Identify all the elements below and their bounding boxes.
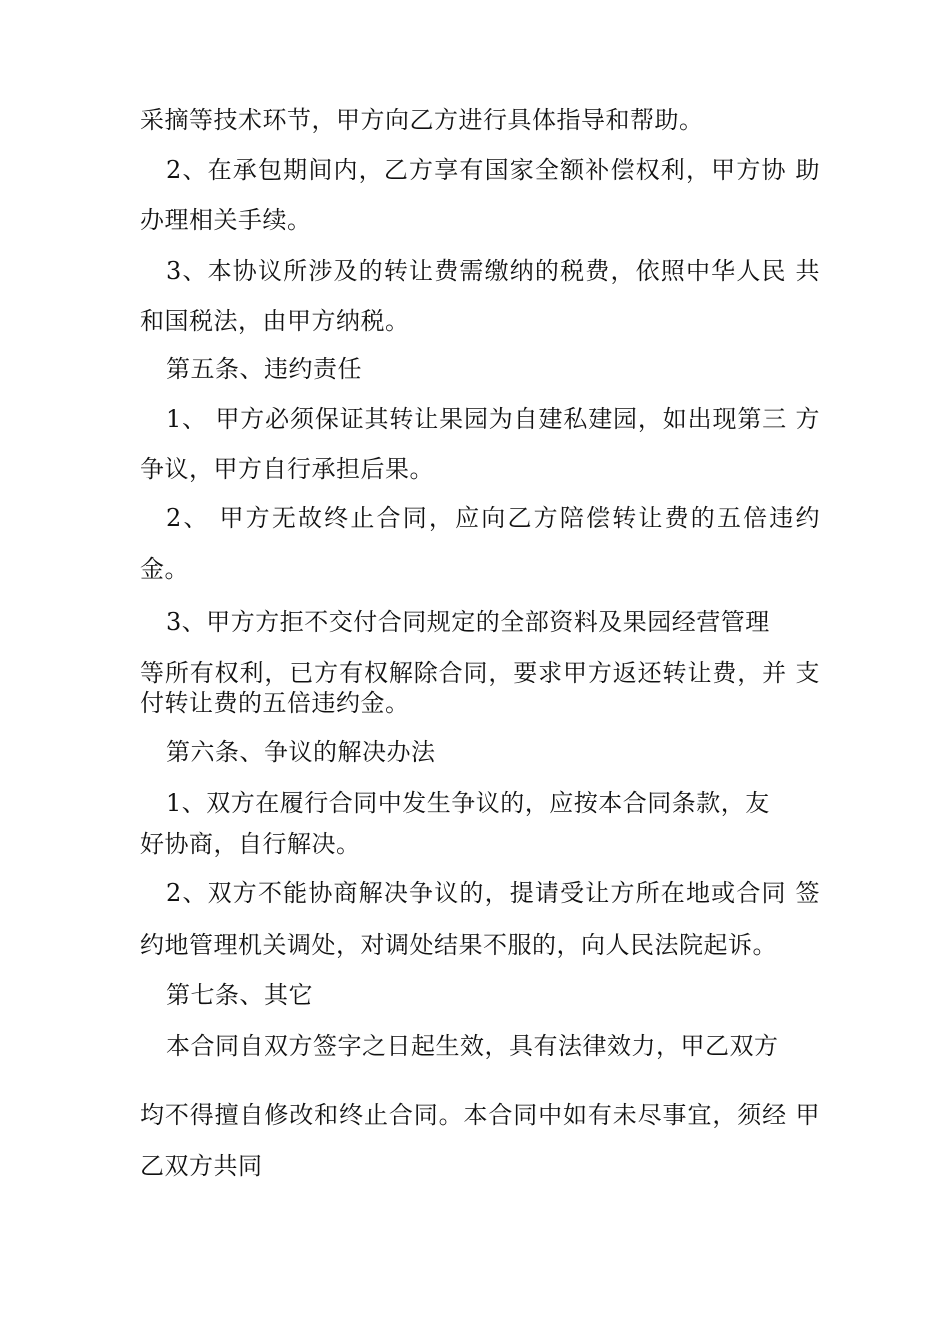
section-heading: 第七条、其它 <box>166 981 313 1009</box>
text-line: 采摘等技术环节，甲方向乙方进行具体指导和帮助。 <box>140 106 704 134</box>
text-line: 2、在承包期间内，乙方享有国家全额补偿权利，甲方协 助 <box>166 156 820 184</box>
text-line: 和国税法，由甲方纳税。 <box>140 307 410 335</box>
text-line: 约地管理机关调处，对调处结果不服的，向人民法院起诉。 <box>140 931 777 959</box>
text-line: 1、双方在履行合同中发生争议的，应按本合同条款，友 <box>166 789 770 817</box>
text-line: 本合同自双方签字之日起生效，具有法律效力，甲乙双方 <box>166 1032 779 1060</box>
section-heading: 第五条、违约责任 <box>166 355 362 383</box>
text-line: 争议，甲方自行承担后果。 <box>140 455 434 483</box>
section-heading: 第六条、争议的解决办法 <box>166 738 436 766</box>
text-line: 付转让费的五倍违约金。 <box>140 689 410 717</box>
text-line: 乙双方共同 <box>140 1152 263 1180</box>
text-line: 办理相关手续。 <box>140 206 312 234</box>
text-line: 3、本协议所涉及的转让费需缴纳的税费，依照中华人民 共 <box>166 257 820 285</box>
text-line: 1、 甲方必须保证其转让果园为自建私建园，如出现第三 方 <box>166 405 820 433</box>
text-line: 2、 甲方无故终止合同，应向乙方陪偿转让费的五倍违约 <box>166 504 820 532</box>
text-line: 好协商，自行解决。 <box>140 830 361 858</box>
text-line: 2、双方不能协商解决争议的，提请受让方所在地或合同 签 <box>166 879 820 907</box>
text-line: 3、甲方方拒不交付合同规定的全部资料及果园经营管理 <box>166 608 770 636</box>
text-line: 金。 <box>140 555 189 583</box>
text-line: 均不得擅自修改和终止合同。本合同中如有未尽事宜，须经 甲 <box>140 1101 820 1129</box>
text-line: 等所有权利，已方有权解除合同，要求甲方返还转让费，并 支 <box>140 659 820 687</box>
